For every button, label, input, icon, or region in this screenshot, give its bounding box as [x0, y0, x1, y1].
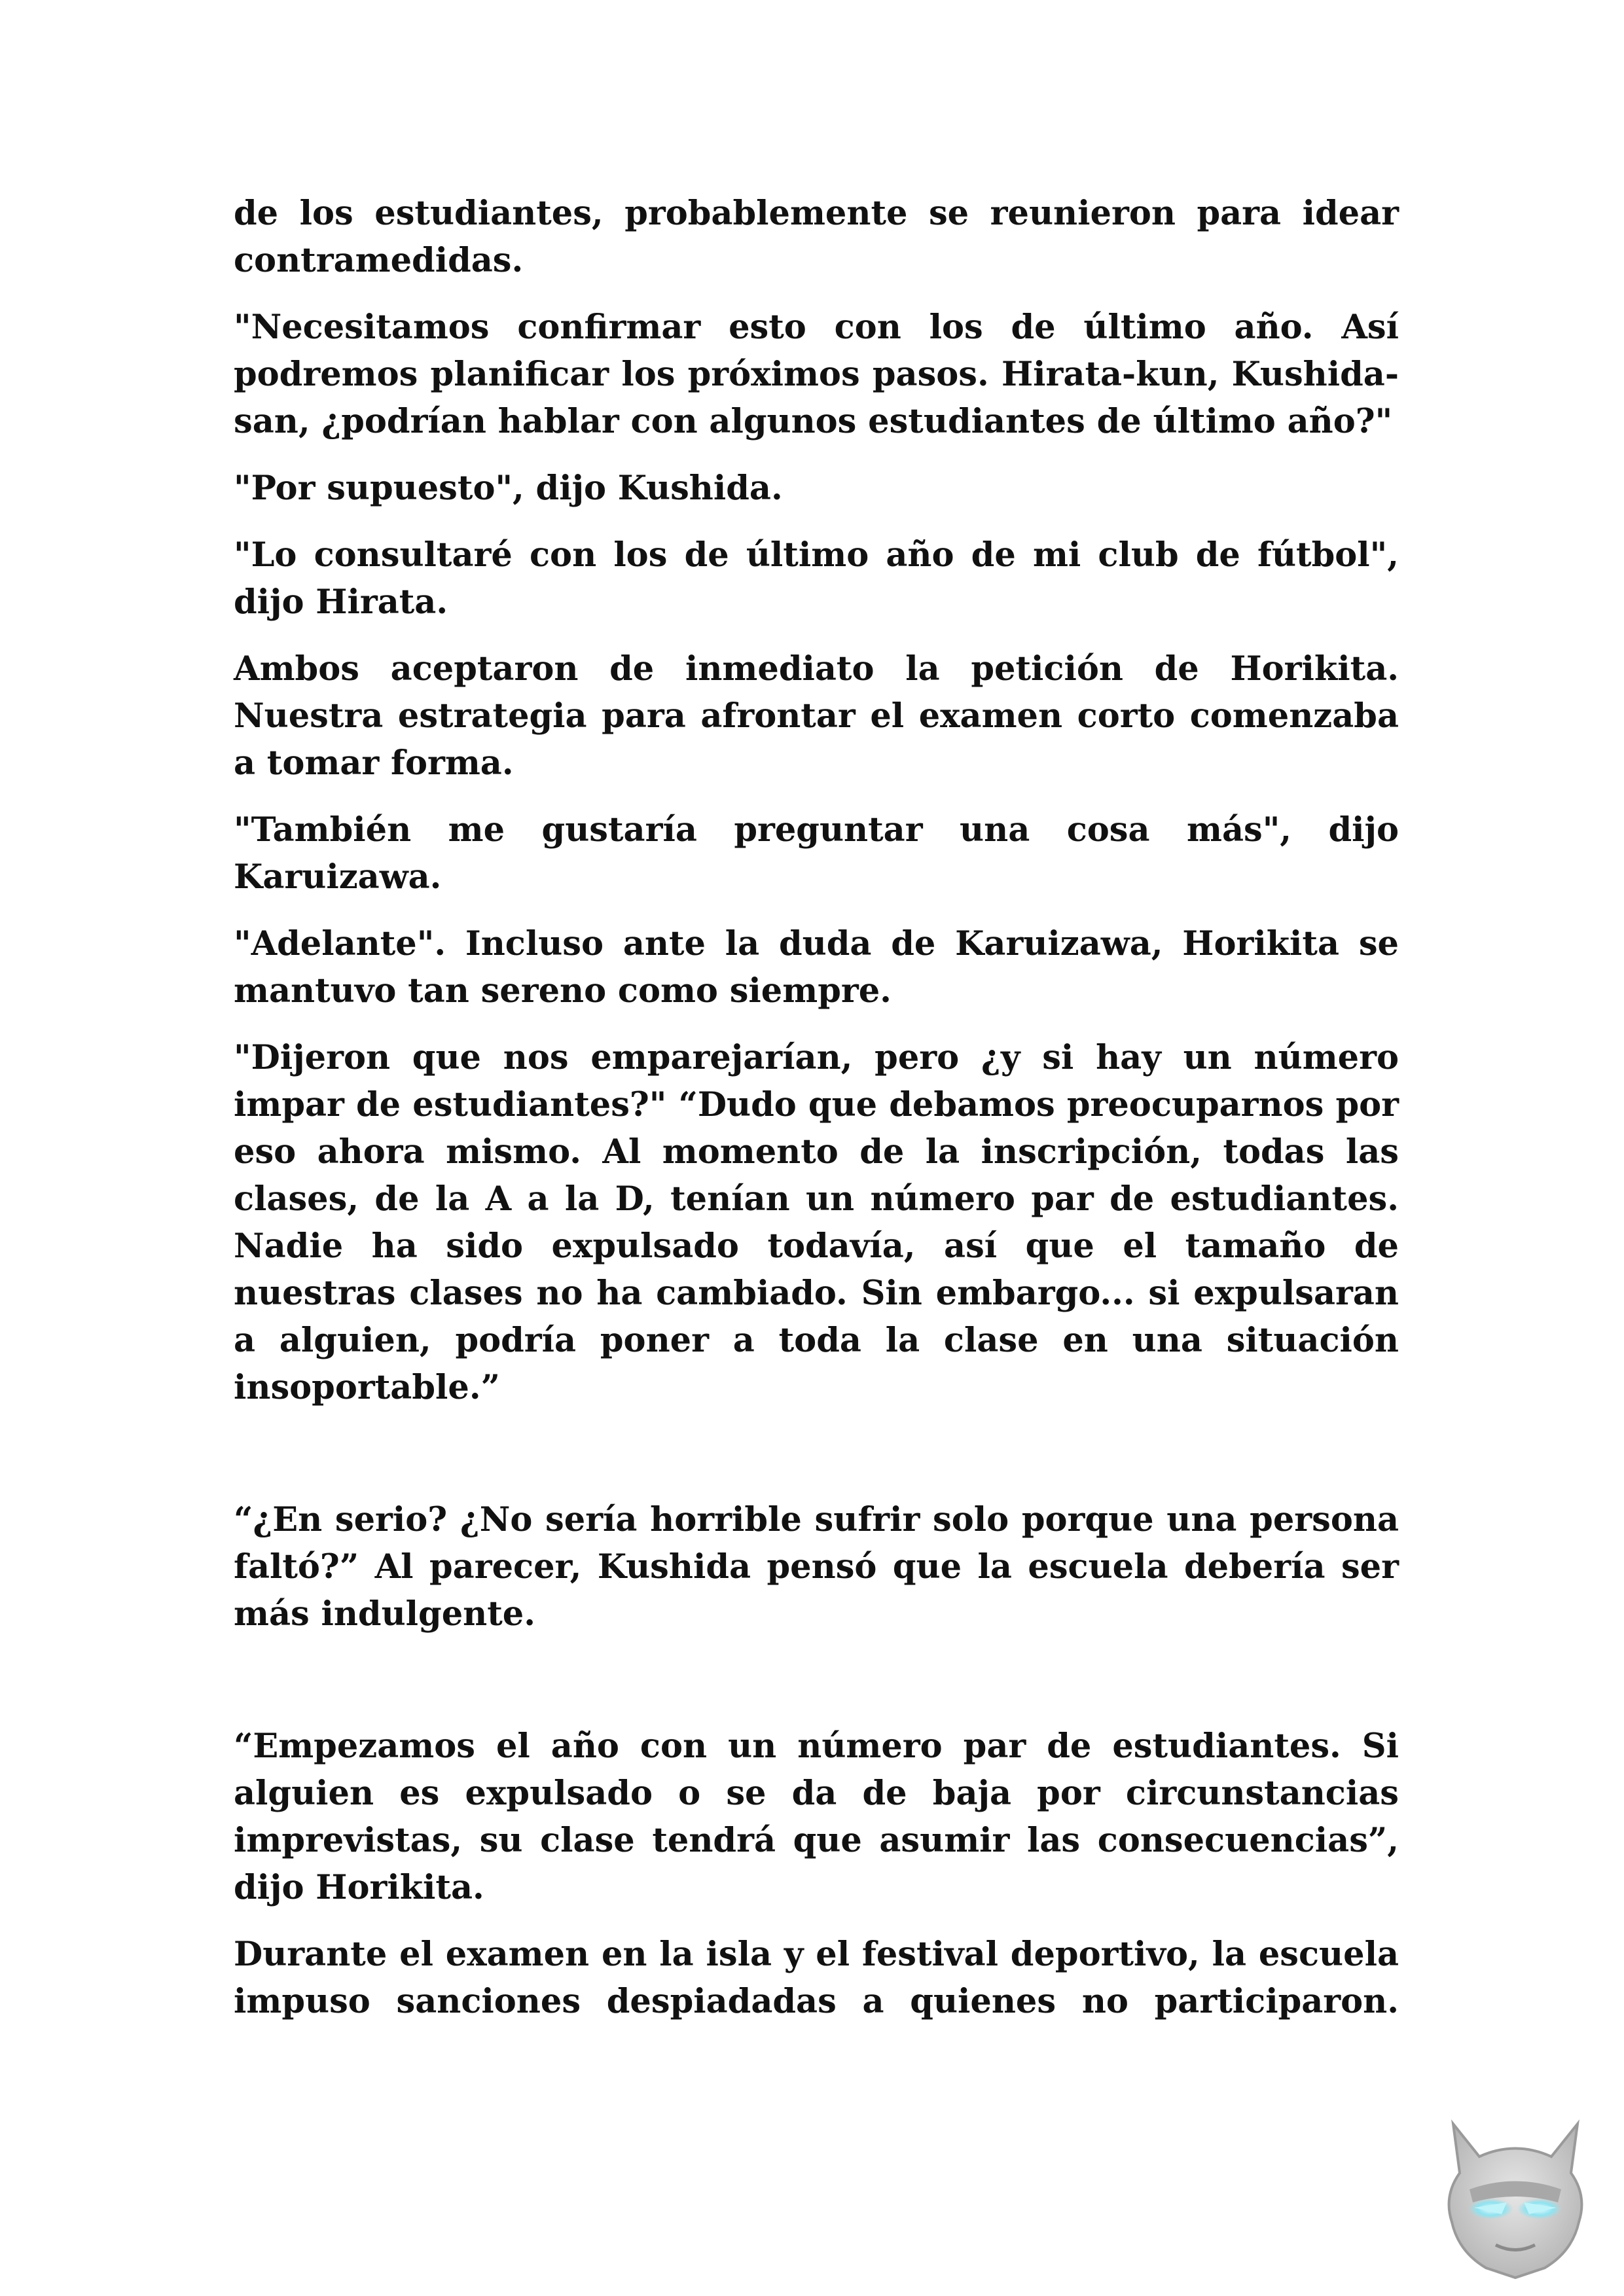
paragraph-7: "Adelante". Incluso ante la duda de Karuizawa, Horikita se mantuvo tan sereno como siempre.	[234, 924, 1399, 1011]
paragraph-8: "Dijeron que nos emparejarían, pero ¿y si hay un número impar de estudiantes?" “Dudo que debamos preocuparnos por eso ahora mismo. Al momento de la inscripción, todas las clases, de la A a la D, tenían un número par de estudiantes. Nadie ha sido expulsado todavía, así que el tamaño de nuestras clases no ha cambiado. Sin embargo... si expulsaran a alguien, podría poner a toda la clase en una situación insoportable.”	[234, 1038, 1399, 1407]
paragraph-1: de los estudiantes, probablemente se reunieron para idear contramedidas.	[234, 194, 1399, 280]
paragraph-6: "También me gustaría preguntar una cosa más", dijo Karuizawa.	[234, 810, 1399, 897]
paragraph-9: “¿En serio? ¿No sería horrible sufrir solo porque una persona faltó?” Al parecer, Kushida pensó que la escuela debería ser más indulgente.	[234, 1500, 1399, 1634]
paragraph-11: Durante el examen en la isla y el festival deportivo, la escuela impuso sanciones despiadadas a quienes no participaron.	[234, 1935, 1399, 2021]
paragraph-5: Ambos aceptaron de inmediato la petición de Horikita. Nuestra estrategia para afrontar el examen corto comenzaba a tomar forma.	[234, 649, 1399, 783]
document-body	[234, 190, 1399, 2045]
paragraph-4: "Lo consultaré con los de último año de mi club de fútbol", dijo Hirata.	[234, 535, 1399, 622]
demon-head-icon	[1434, 2111, 1597, 2281]
paragraph-3: "Por supuesto", dijo Kushida.	[234, 469, 783, 508]
paragraph-2: "Necesitamos confirmar esto con los de último año. Así podremos planificar los próximos pasos. Hirata-kun, Kushida-san, ¿podrían hablar con algunos estudiantes de último año?"	[234, 308, 1399, 441]
paragraph-10: “Empezamos el año con un número par de estudiantes. Si alguien es expulsado o se da de baja por circunstancias imprevistas, su clase tendrá que asumir las consecuencias”, dijo Horikita.	[234, 1727, 1399, 1907]
